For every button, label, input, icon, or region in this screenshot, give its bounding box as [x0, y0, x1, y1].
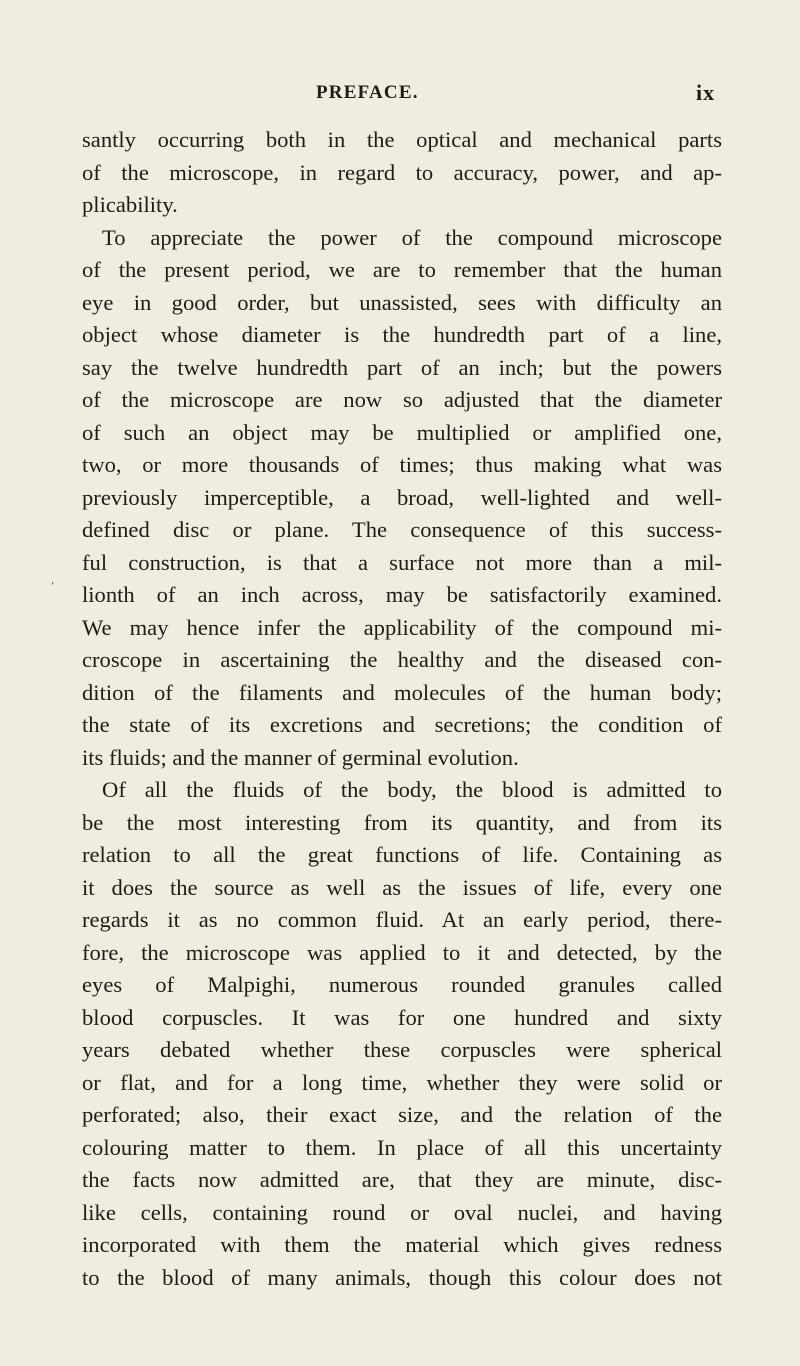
text-line: santly occurring both in the optical and mechanical parts	[82, 127, 722, 152]
text-line: regards it as no common fluid. At an early period, there-	[82, 907, 722, 932]
text-line: blood corpuscles. It was for one hundred and sixty	[82, 1004, 722, 1030]
running-title: PREFACE.	[316, 82, 419, 103]
text-line: perforated; also, their exact size, and the relation of the	[82, 1102, 722, 1127]
text-line: of such an object may be multiplied or amplified one,	[82, 419, 722, 445]
text-line: the facts now admitted are, that they are minute, disc-	[82, 1167, 722, 1192]
body-text	[82, 124, 722, 1294]
text-line: its fluids; and the manner of germinal evolution.	[82, 744, 519, 770]
page-number: ix	[696, 80, 716, 105]
text-line: of the present period, we are to remember that the human	[82, 257, 722, 282]
text-line: croscope in ascertaining the healthy and the diseased con-	[82, 647, 722, 672]
text-line: previously imperceptible, a broad, well-lighted and well-	[82, 484, 722, 510]
running-head	[0, 82, 800, 108]
text-line: to the blood of many animals, though this colour does not	[82, 1264, 722, 1290]
text-line: incorporated with them the material which gives redness	[82, 1232, 722, 1257]
text-line: We may hence infer the applicability of the compound mi-	[82, 614, 722, 640]
text-line: eye in good order, but unassisted, sees with difficulty an	[82, 289, 722, 315]
text-line: dition of the filaments and molecules of the human body;	[82, 679, 722, 705]
margin-mark: ˌ	[50, 568, 56, 585]
text-line: object whose diameter is the hundredth part of a line,	[82, 322, 722, 347]
text-line: of the microscope are now so adjusted that the diameter	[82, 387, 722, 412]
text-line: relation to all the great functions of life. Containing as	[82, 842, 722, 867]
text-line: the state of its excretions and secretions; the condition of	[82, 712, 722, 737]
text-line: colouring matter to them. In place of all this uncertainty	[82, 1134, 722, 1160]
text-line: ful construction, is that a surface not more than a mil-	[82, 549, 722, 575]
text-line: lionth of an inch across, may be satisfactorily examined.	[82, 582, 722, 607]
text-line: say the twelve hundredth part of an inch; but the powers	[82, 354, 722, 380]
text-line: To appreciate the power of the compound microscope	[102, 224, 722, 250]
text-line: defined disc or plane. The consequence of this success-	[82, 517, 722, 542]
text-line: it does the source as well as the issues of life, every one	[82, 874, 722, 900]
text-line: of the microscope, in regard to accuracy, power, and ap-	[82, 159, 722, 185]
text-line: eyes of Malpighi, numerous rounded granules called	[82, 972, 722, 997]
text-line: two, or more thousands of times; thus making what was	[82, 452, 722, 477]
text-line: be the most interesting from its quantity, and from its	[82, 809, 722, 835]
text-line: plicability.	[82, 192, 178, 217]
text-line: years debated whether these corpuscles were spherical	[82, 1037, 722, 1062]
text-line: Of all the fluids of the body, the blood is admitted to	[102, 777, 722, 802]
text-line: fore, the microscope was applied to it and detected, by the	[82, 939, 722, 965]
text-line: or flat, and for a long time, whether they were solid or	[82, 1069, 722, 1095]
text-line: like cells, containing round or oval nuclei, and having	[82, 1199, 722, 1225]
